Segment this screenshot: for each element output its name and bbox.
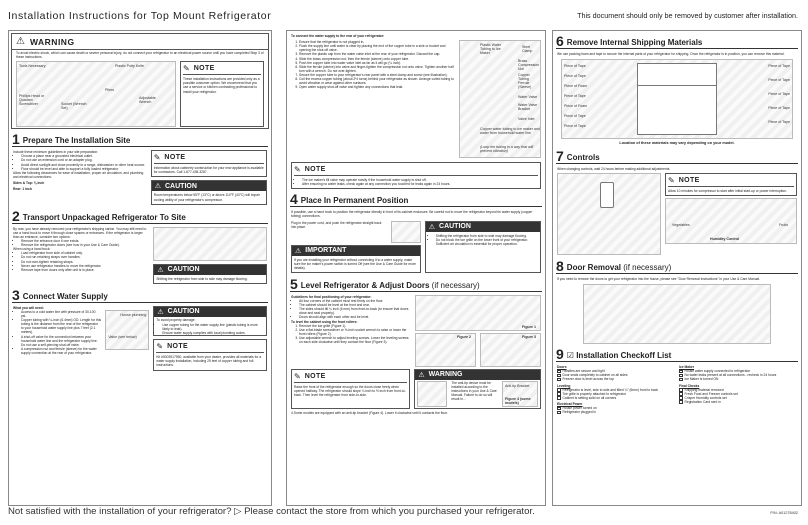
- section-number: 1: [12, 131, 20, 148]
- note-box: [291, 162, 541, 189]
- paragraph: 4.Some models are equipped with an anti-tip bracket (Figure 4). Lower it clockwise until it contacts the floor.: [291, 410, 448, 415]
- tools-label: Tools Necessary:: [19, 64, 47, 69]
- section-5-body: [287, 294, 545, 368]
- footer-text: Not satisfied with the installation of your refrigerator? ▷ Please contact the store from which you purchased your refrigerator.: [8, 506, 535, 517]
- checkoff-list: [553, 364, 801, 415]
- checklist-item: [557, 377, 675, 381]
- refrigerator-outline: [637, 63, 717, 135]
- document-notice: This document should only be removed by customer after installation.: [577, 11, 798, 20]
- checklist-item-label: Shipping material removed: [684, 387, 724, 392]
- caution-title: CAUTION: [167, 266, 200, 274]
- refrigerator-figure: [391, 221, 421, 243]
- section-title: Transport Unpackaged Refrigerator To Site: [22, 212, 186, 222]
- list-item: 3. Remove the plastic cap from the water valve inlet at the rear of your refrigerator. Discard the cap.: [299, 52, 455, 56]
- caution-header: [152, 181, 266, 191]
- section-title: [301, 281, 480, 291]
- humidity-control-figure: [665, 198, 797, 244]
- list-item: • Shifting the refrigerator from side to side may damage flooring.: [436, 234, 538, 238]
- list-item: • Never use refrigerator handles to move the refrigerator.: [21, 264, 149, 268]
- list-item: 1. Remove the toe grille (Figure 1).: [299, 324, 411, 328]
- note-header: [154, 153, 264, 164]
- subheading: What you will need:: [13, 305, 44, 310]
- section-3-side: [153, 306, 267, 371]
- column-middle: [286, 30, 546, 506]
- list-item: • A compression nut and ferrule (sleeve) for the water supply connection at the rear of your refrigerator.: [21, 347, 101, 355]
- list-item: • Ensure water supply complies with local plumbing codes.: [162, 331, 264, 335]
- freezer-compartment: [638, 64, 716, 86]
- figure-label: Steel Clamp: [522, 45, 533, 54]
- section-title-main: Door Removal: [566, 262, 622, 272]
- pencil-icon: ✎: [183, 64, 190, 74]
- note-header: [156, 342, 264, 353]
- list-item: • The ice maker's fill valve may operate noisily if the household water supply is shut off.: [302, 178, 538, 182]
- section-heading-1: [12, 132, 268, 147]
- section-heading-7: [556, 149, 798, 164]
- checkbox[interactable]: [557, 396, 561, 400]
- clearance-rear: Rear: 1 inch: [13, 187, 32, 192]
- figure-label: Water Valve: [518, 95, 538, 100]
- figure-label: Piece of Tape: [768, 106, 790, 111]
- checkbox[interactable]: [679, 374, 683, 378]
- list-item: 4. Slide the brass compression nut, then the ferrule (sleeve) onto copper tube.: [299, 57, 455, 61]
- shipping-materials-figure: [561, 59, 793, 139]
- column-left: [8, 30, 272, 506]
- note-box: [153, 339, 267, 370]
- caution-icon: ⚠: [154, 183, 161, 191]
- caution-icon: ⚠: [157, 266, 164, 274]
- document-title: Installation Instructions for Top Mount Refrigerator: [8, 10, 272, 22]
- figure-label: Piece of Tape: [564, 74, 586, 79]
- note-text: Information about cabinetry construction for your new appliance is available for contractors. Call 1-877-435-3287.: [153, 166, 264, 175]
- caution-icon: ⚠: [428, 223, 436, 231]
- checklist-heading: Electrical Power: [557, 401, 583, 406]
- caution-title: CAUTION: [167, 308, 200, 316]
- note-title: NOTE: [304, 166, 326, 174]
- note-title: NOTE: [678, 176, 700, 184]
- pencil-icon: ✎: [294, 165, 301, 175]
- clearance-sides: Sides & Top: ⅜ inch: [13, 180, 45, 185]
- warning-title: WARNING: [428, 371, 463, 379]
- pencil-icon: ✎: [153, 153, 161, 163]
- figure-caption: (Loop the tubing in a way that will prevent vibration): [480, 145, 534, 154]
- checkbox[interactable]: [557, 392, 561, 396]
- list-item: • Floor should be level and able to support a fully loaded refrigerator.: [21, 167, 147, 171]
- section-title-suffix: (if necessary): [623, 262, 672, 272]
- plumbing-figure: [105, 310, 149, 350]
- figure-label: Water Valve Bracket: [518, 103, 538, 112]
- figure-label: Figure 4 (some models): [505, 396, 531, 405]
- figure-label: Piece of Tape: [768, 120, 790, 125]
- caution-box: [425, 221, 541, 273]
- note-title: NOTE: [164, 154, 186, 162]
- paragraph: If possible, use a hand truck to position the refrigerator directly in front of its cabinet enclosure. Be careful not to move the refrigerator beyond its water supply (copper tubing) connections.: [291, 210, 533, 219]
- important-icon: ⚠: [295, 247, 302, 255]
- figure-label: Valve (see below): [108, 334, 137, 339]
- figure-label: Piece of Tape: [564, 94, 586, 99]
- list-item: • Do not use an extension cord or an adapter plug.: [21, 158, 147, 162]
- list-item: 7. Secure the copper tube to your refrigerator's rear panel with a steel clamp and screw (see illustration).: [299, 73, 455, 77]
- figure-label: Piece of Tape: [564, 64, 586, 69]
- caution-title: CAUTION: [165, 182, 197, 190]
- list-item: 2. Use a flat-blade screwdriver or ⅜-inch socket wrench to raise or lower the front rollers (Figure 2).: [299, 328, 411, 336]
- pencil-icon: ✎: [156, 342, 164, 352]
- figure-label: Copper water tubing to ice maker and water from household water line: [480, 127, 540, 136]
- section-3-text: [13, 306, 149, 371]
- note-text: Allow 10 minutes for compressor to start after initial start-up or power interruption.: [668, 188, 787, 193]
- figure-label: Humidity Control: [710, 237, 740, 242]
- checklist-item: [557, 410, 675, 414]
- section-1-side: [151, 150, 267, 204]
- figure-label: Piece of Tape: [564, 124, 586, 129]
- figure-label: Valve Inlet: [518, 117, 535, 122]
- checklist-item-label: Crisper Humidity controls set: [684, 395, 727, 400]
- warning-header: [415, 370, 540, 380]
- note-box: [180, 61, 264, 127]
- bullet-list: [13, 154, 147, 170]
- figure-caption: Location of these materials may vary depending on your model.: [619, 141, 735, 146]
- paragraph: We use packing foam and tape to secure the internal parts of your refrigerator for shipping. Once the refrigerator is in position, you can remove this material.: [557, 52, 785, 56]
- note-header: [294, 165, 538, 176]
- checklist-item-label: Refrigerator is level, side to side and tilted ¼" (6mm) front to back: [562, 387, 659, 392]
- note-box: [665, 173, 797, 196]
- list-item: 1. Ensure that the refrigerator is not plugged in.: [299, 40, 455, 44]
- list-item: • Do not run retaining straps over handles.: [21, 255, 149, 259]
- section-2-side: [153, 227, 267, 284]
- section-number: 3: [12, 286, 20, 303]
- section-5-left: [291, 295, 411, 367]
- figure-label: Brass Compression Nut: [518, 59, 540, 72]
- figure-label: Piece of Tape: [768, 64, 790, 69]
- checkbox[interactable]: [679, 388, 683, 392]
- temperature-dial: [600, 182, 614, 208]
- list-item: • A shut-off valve for the connection between your household water line and the refrigerator supply line. Do not use a self-piercing shut-off valve.: [21, 335, 101, 347]
- checklist-item-label: House water supply connected to refrigerator: [684, 369, 751, 374]
- paragraph: By now, you have already removed your refrigerator's shipping carton. You may still need to use a hand truck to move it through close spaces or entrances. If the refrigerator is larger than an entrance, consider two options:: [13, 226, 147, 239]
- list-item: 8. Coil the excess copper tubing (about 2½ turns) behind your refrigerator as shown. Arrange coiled tubing to avoid vibration or wear against other surfaces.: [299, 77, 455, 85]
- checklist-item-label: Freezer door is level across the top: [562, 377, 614, 382]
- figure-4: [502, 381, 538, 407]
- warning-title: WARNING: [29, 36, 75, 47]
- subheading: Guidelines for final positioning of your refrigerator:: [291, 294, 372, 299]
- warning-box: [11, 33, 269, 129]
- paragraph: Plug in the power cord, and push the refrigerator straight back into place.: [291, 220, 382, 229]
- warning-text: The anti-tip device must be installed according to the instructions in your Use & Care Manual. Failure to do so will result in...: [451, 380, 497, 402]
- caution-text: Room temperatures below 55°F (13°C) or above 110°F (43°C) will impair cooling ability of your refrigerator's compressor.: [153, 193, 260, 202]
- figure-label: House plumbing: [120, 312, 147, 317]
- checklist-item-label: Fresh Food and Freezer controls set: [684, 391, 738, 396]
- section-number: 5: [290, 275, 298, 292]
- caution-box: [153, 306, 267, 336]
- column-right: [552, 30, 802, 506]
- figure-label: Piece of Tape: [768, 78, 790, 83]
- checklist-heading: Doors: [557, 365, 567, 370]
- list-item: • Choose a place near a grounded electrical outlet.: [21, 154, 147, 158]
- note-text: Raise the front of the refrigerator enough so the doors close freely when opened halfway. The refrigerator should slope ¼ inch to ½ inch from front-to-back. Then level the refrigerator from side-to-side.: [294, 384, 406, 398]
- warning-header: [12, 34, 268, 50]
- figure-label: Figure 1: [522, 324, 536, 329]
- checkbox[interactable]: [557, 370, 561, 374]
- important-text: If you are installing your refrigerator without connecting it to a water supply, make sure the ice maker's power switch is turned Off (see the Use & Care Guide for more details).: [294, 257, 416, 270]
- list-item: • Doors should align with each other and be level.: [299, 315, 411, 319]
- list-item: • The sides should tilt ¼ inch (6 mm) from front-to-back (to ensure that doors close and seal properly).: [299, 307, 411, 315]
- section-title: Prepare The Installation Site: [22, 136, 131, 146]
- list-item: • The cabinet should be level at the front and rear.: [299, 303, 411, 307]
- section-3-list-row: [13, 310, 149, 355]
- checkbox[interactable]: [679, 392, 683, 396]
- list-item: 9. Open water supply shut-off valve and tighten any connections that leak.: [299, 85, 455, 89]
- caution-header: [154, 265, 266, 275]
- section-number: 2: [12, 207, 20, 224]
- figure-label: Ferrule (Sleeve): [518, 81, 532, 90]
- figure-row: [415, 333, 541, 367]
- checkbox[interactable]: [679, 400, 683, 404]
- section-title-suffix: (if necessary): [431, 280, 480, 290]
- list-item: 5. Push the copper tube into water valve inlet as far as it will go (¼ inch).: [299, 61, 455, 65]
- caution-icon: ⚠: [157, 308, 164, 316]
- section-heading-9: [556, 347, 798, 362]
- checkoff-left: [557, 365, 675, 414]
- checkoff-right: [679, 365, 797, 414]
- warning-icon: ⚠: [418, 371, 425, 379]
- list-item: 3. Use adjustable wrench to adjust leveling screws. Lower the leveling screws on each side clockwise until they contact the floor (Figure 3).: [299, 336, 411, 344]
- figure-label: Vegetables: [672, 223, 690, 228]
- water-connect-body: [287, 39, 545, 159]
- checklist-item-label: Registration Card sent in: [684, 399, 721, 404]
- note-box: [151, 150, 267, 177]
- list-item: • Access to a cold water line with pressure of 30-100 psi.: [21, 310, 101, 318]
- door-removal-figure: [583, 284, 771, 344]
- section-number: 7: [556, 147, 564, 164]
- bullet-list: [291, 299, 411, 320]
- checklist-heading: Leveling: [557, 383, 571, 388]
- caution-box: [151, 180, 267, 204]
- bullet-list: [13, 251, 149, 272]
- paragraph: When using a hand truck:: [13, 247, 51, 252]
- section-number: 8: [556, 257, 564, 274]
- controls-side: [665, 173, 797, 255]
- checkbox[interactable]: [557, 411, 561, 415]
- checklist-heading: Ice Maker: [679, 365, 695, 370]
- list-item: • After ensuring no water leaks, check again at any connection you touched for leaks again in 24 hours.: [302, 182, 538, 186]
- checkbox[interactable]: [557, 378, 561, 382]
- bullet-list: [13, 310, 101, 355]
- note-box: [291, 369, 410, 409]
- figure-3: [480, 333, 541, 367]
- figure-2: [415, 333, 476, 367]
- list-item: • All four corners of the cabinet must rest firmly on the floor.: [299, 299, 411, 303]
- section-2-body: [9, 226, 271, 285]
- controls-area: [553, 172, 801, 256]
- bullet-list: [428, 234, 538, 246]
- caution-text: Shifting the refrigerator from side to side may damage flooring.: [156, 276, 248, 281]
- note-header: [668, 176, 794, 187]
- checklist-item-label: Cabinet is setting solid on all corners: [562, 395, 617, 400]
- subheading: To level the cabinet using the front rollers:: [291, 319, 358, 324]
- checklist-heading: Final Checks: [679, 383, 700, 388]
- checklist-item-label: House power turned on: [562, 406, 597, 411]
- caution-title: CAUTION: [439, 223, 471, 231]
- checklist-item-label: No water leaks present at all connections - recheck in 24 hours: [684, 373, 777, 378]
- warning-text: To avoid electric shock, which can cause death or severe personal injury, do not connect your refrigerator to an electrical power source until you have completed Step 3 of these instructions.: [16, 51, 264, 60]
- section-1-text: [13, 150, 147, 204]
- section-heading-6: [556, 34, 798, 49]
- list-item: • Remove the entrance door if one exists.: [21, 239, 149, 243]
- checklist-item: [679, 377, 797, 381]
- checkbox[interactable]: [679, 378, 683, 382]
- section-number: 4: [290, 191, 298, 208]
- bullet-list: [13, 239, 149, 247]
- checklist-item: [679, 400, 797, 404]
- section-5-lower: [287, 368, 545, 410]
- note-title: NOTE: [193, 65, 215, 73]
- checklist-item-label: Door seals completely to cabinet on all sides: [562, 373, 628, 378]
- checkbox[interactable]: [557, 407, 561, 411]
- note-header: [294, 372, 407, 383]
- section-title: Place In Permanent Position: [300, 196, 409, 206]
- checkbox[interactable]: [557, 388, 561, 392]
- paragraph: When changing controls, wait 24 hours before making additional adjustments.: [557, 166, 671, 171]
- tool-label: Plastic Putty Knife: [115, 64, 144, 69]
- checklist-item-label: Toe grille is properly attached to refrigerator: [562, 391, 627, 396]
- checklist-item-label: Handles are secure and tight: [562, 369, 605, 374]
- warning-icon: ⚠: [16, 36, 25, 47]
- section-title: Controls: [566, 152, 600, 162]
- paragraph: Allow the following clearances for ease of installation, proper air circulation, and plumbing and electrical connections:: [13, 170, 144, 179]
- section-title: [567, 263, 671, 273]
- section-1-body: [9, 149, 271, 205]
- section-2-text: [13, 227, 149, 284]
- tool-label: Socket (Wrench Set): [61, 102, 87, 111]
- section-heading-3: [12, 288, 268, 303]
- caution-header: [154, 307, 266, 317]
- list-item: • Do not block the toe grille on the lower front of your refrigerator. Sufficient air circulation is essential for proper operation.: [436, 238, 538, 246]
- caution-box: [153, 264, 267, 284]
- section-number: 6: [556, 33, 564, 49]
- list-item: • Load refrigerator from side of cabinet only.: [21, 251, 149, 255]
- part-number: P/N: A01278402: [770, 511, 798, 515]
- section-title: [567, 351, 672, 361]
- list-item: • Do not over-tighten retaining straps.: [21, 260, 149, 264]
- note-text: These installation instructions are provided only as a possible customer option. We recommend that you use a service or kitchen contracting professional to install your refrigerator.: [183, 77, 260, 94]
- list-item: 6. Slide the ferrule (sleeve) into valve and finger-tighten the compression nut onto valve. Tighten another half turn with a wrench. Do not over-tighten.: [299, 65, 455, 73]
- section-5-figures: [415, 295, 541, 367]
- list-item: 2. Flush the supply line until water is clear by placing the end of the copper tube in a sink or bucket and opening the shut-off valve.: [299, 44, 455, 52]
- tool-label: Adjustable Wrench: [139, 96, 156, 105]
- note-title: NOTE: [304, 372, 326, 380]
- tools-figure: [16, 61, 176, 127]
- section-4-row: [291, 221, 421, 243]
- checklist-item: [557, 396, 675, 400]
- note-title: NOTE: [167, 343, 189, 351]
- list-item: • Copper tubing with ¼-inch (6.4mm) OD. Length for this tubing is the distance from the rear of the refrigerator to your household water supply line plus 7 feet (2.1 meters).: [21, 318, 101, 334]
- note-header: [183, 64, 261, 75]
- section-heading-2: [12, 209, 268, 224]
- section-heading-8: [556, 259, 798, 274]
- checkbox[interactable]: [679, 370, 683, 374]
- figure-label: Copper Tubing: [518, 73, 530, 82]
- water-connect-title: To connect the water supply to the rear of your refrigerator:: [291, 34, 385, 38]
- section-title-main: Level Refrigerator & Adjust Doors: [300, 280, 430, 290]
- figure-label: Piece of Foam: [564, 84, 588, 89]
- water-valve-figure: [459, 40, 541, 158]
- section-4-left: [291, 221, 421, 273]
- section-heading-5: [290, 277, 542, 292]
- warning-box: [414, 369, 541, 409]
- numbered-list: [291, 40, 455, 158]
- list-item: • Remove the refrigerator doors (see how in your Use & Care Guide).: [21, 243, 149, 247]
- bullet-list: [154, 323, 266, 335]
- checkbox[interactable]: [679, 396, 683, 400]
- section-heading-4: [290, 192, 542, 207]
- figure-label: Piece of Foam: [564, 104, 588, 109]
- controls-figure: [557, 173, 661, 255]
- section-title-main: Installation Checkoff List: [576, 351, 672, 361]
- section-4-body: [287, 220, 545, 274]
- list-item: • Remove tape from doors only after unit is in place.: [21, 268, 149, 272]
- checklist-icon: ☑: [566, 351, 574, 361]
- tool-label: Pliers: [105, 88, 114, 93]
- tools-area: [12, 60, 268, 128]
- list-item: • Avoid direct sunlight and close proximity to a range, dishwasher or other heat source.: [21, 163, 147, 167]
- figure-label: Fruits: [779, 223, 788, 228]
- anti-tip-figure: [417, 381, 447, 407]
- important-title: IMPORTANT: [305, 247, 347, 255]
- figure-label: Anti-tip Bracket: [505, 383, 530, 388]
- section-number: 9: [556, 346, 564, 363]
- caution-header: [426, 222, 540, 232]
- important-header: [292, 246, 420, 256]
- checklist-item-label: Ice Maker is turned ON: [684, 377, 719, 382]
- tool-label: Phillips Head or Quadrex Screwdriver: [19, 94, 45, 107]
- important-box: [291, 245, 421, 273]
- pencil-icon: ✎: [294, 371, 301, 381]
- checkbox[interactable]: [557, 374, 561, 378]
- figure-label: Figure 2: [457, 334, 471, 339]
- paragraph: If you need to remove the doors to get your refrigerator into the house, please see "Door Removal Instructions" in your Use & Care Manual.: [557, 276, 761, 281]
- warning-row: [415, 380, 540, 408]
- section-title: Remove Internal Shipping Materials: [566, 38, 703, 47]
- figure-label: Plastic Water Tubing to Ice Maker: [480, 43, 502, 56]
- section-3-body: [9, 305, 271, 372]
- bullet-list: [294, 178, 538, 186]
- hand-truck-figure: [153, 227, 267, 261]
- numbered-list: [291, 324, 411, 345]
- figure-label: Piece of Tape: [768, 92, 790, 97]
- checklist-item-label: Refrigerator plugged in: [562, 410, 597, 415]
- section-title: Connect Water Supply: [22, 291, 108, 301]
- list-item: • Use copper tubing for the water supply line (plastic tubing is more likely to leak).: [162, 323, 264, 331]
- pencil-icon: ✎: [668, 175, 675, 185]
- figure-label: Piece of Tape: [564, 114, 586, 119]
- caution-intro: To avoid property damage:: [156, 317, 196, 322]
- paragraph: Include these minimum guidelines in your site preparation:: [13, 150, 99, 155]
- figure-label: Figure 3: [522, 334, 536, 339]
- note-text: Kit #5303917950, available from your dealer, provides all materials for a water supply installation, including 25 feet of copper tubing and full instructions.: [156, 355, 262, 368]
- figure-1: [415, 295, 541, 331]
